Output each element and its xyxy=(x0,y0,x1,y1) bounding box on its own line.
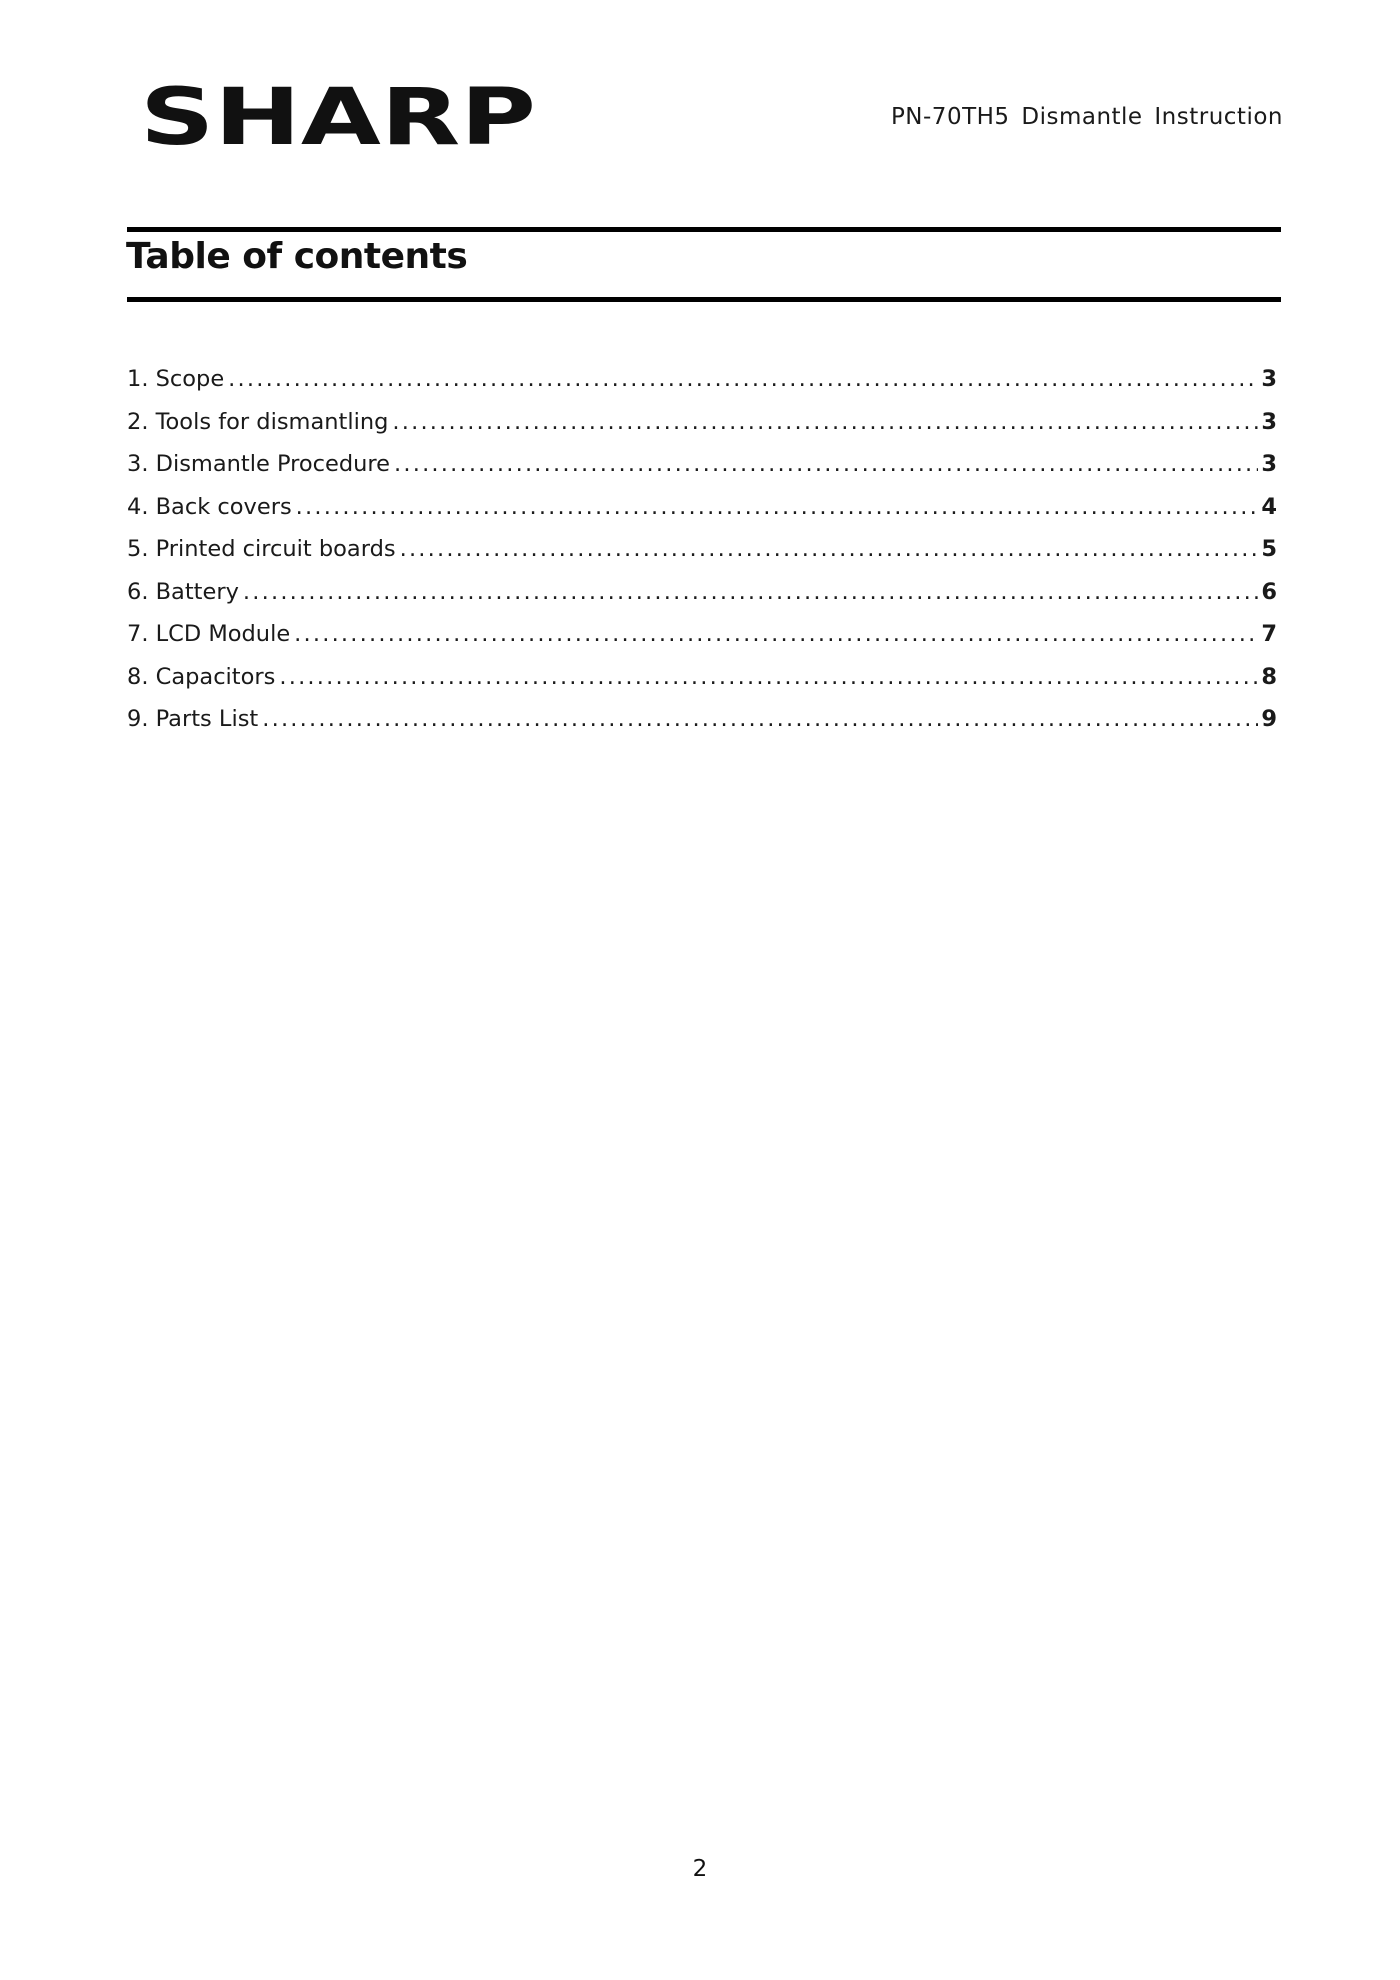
toc-entry-label: 4. Back covers xyxy=(127,493,292,520)
logo-text: SHARP xyxy=(140,84,536,154)
dot-leader xyxy=(394,451,1258,477)
toc-entry-label: 7. LCD Module xyxy=(127,621,291,647)
toc-entry-pcbs[interactable] xyxy=(127,536,1277,579)
toc-entry-page: 9 xyxy=(1261,706,1277,732)
heading-rule-bottom xyxy=(127,297,1281,302)
toc-entry-label: 1. Scope xyxy=(127,366,225,392)
sharp-logo xyxy=(140,84,540,154)
toc-entry-page: 8 xyxy=(1261,663,1277,690)
toc-entry-scope[interactable] xyxy=(127,366,1277,409)
toc-entry-label: 6. Battery xyxy=(127,578,239,605)
toc-entry-procedure[interactable] xyxy=(127,451,1277,494)
toc-entry-label: 9. Parts List xyxy=(127,706,259,732)
toc-entry-page: 6 xyxy=(1261,578,1277,605)
sharp-logo-wordmark xyxy=(140,84,540,154)
toc-entry-page: 5 xyxy=(1261,536,1277,562)
dot-leader xyxy=(392,409,1258,435)
heading-rule-top xyxy=(127,227,1281,232)
dot-leader xyxy=(262,706,1258,732)
toc-entry-page: 7 xyxy=(1261,621,1277,647)
page-number: 2 xyxy=(692,1856,708,1882)
toc-entry-tools[interactable] xyxy=(127,409,1277,452)
toc-entry-capacitors[interactable] xyxy=(127,664,1277,707)
toc-entry-label: 2. Tools for dismantling xyxy=(127,408,389,435)
dot-leader xyxy=(400,536,1259,562)
dot-leader xyxy=(228,366,1258,392)
toc-entry-lcd-module[interactable] xyxy=(127,621,1277,664)
toc-entry-parts-list[interactable] xyxy=(127,706,1277,749)
dot-leader xyxy=(294,621,1258,647)
toc-entry-page: 3 xyxy=(1261,366,1277,392)
toc-entry-label: 5. Printed circuit boards xyxy=(127,536,396,562)
toc-heading: Table of contents xyxy=(126,236,468,277)
dot-leader xyxy=(296,494,1259,520)
toc-entry-page: 3 xyxy=(1261,451,1277,477)
toc-entry-page: 3 xyxy=(1261,408,1277,435)
toc-entry-page: 4 xyxy=(1261,493,1277,520)
toc-entry-back-covers[interactable] xyxy=(127,494,1277,537)
toc-list xyxy=(127,366,1277,749)
toc-entry-label: 8. Capacitors xyxy=(127,663,276,690)
dot-leader xyxy=(243,579,1258,605)
toc-entry-label: 3. Dismantle Procedure xyxy=(127,451,391,477)
toc-entry-battery[interactable] xyxy=(127,579,1277,622)
dot-leader xyxy=(279,664,1258,690)
document-title: PN-70TH5 Dismantle Instruction xyxy=(890,104,1283,130)
